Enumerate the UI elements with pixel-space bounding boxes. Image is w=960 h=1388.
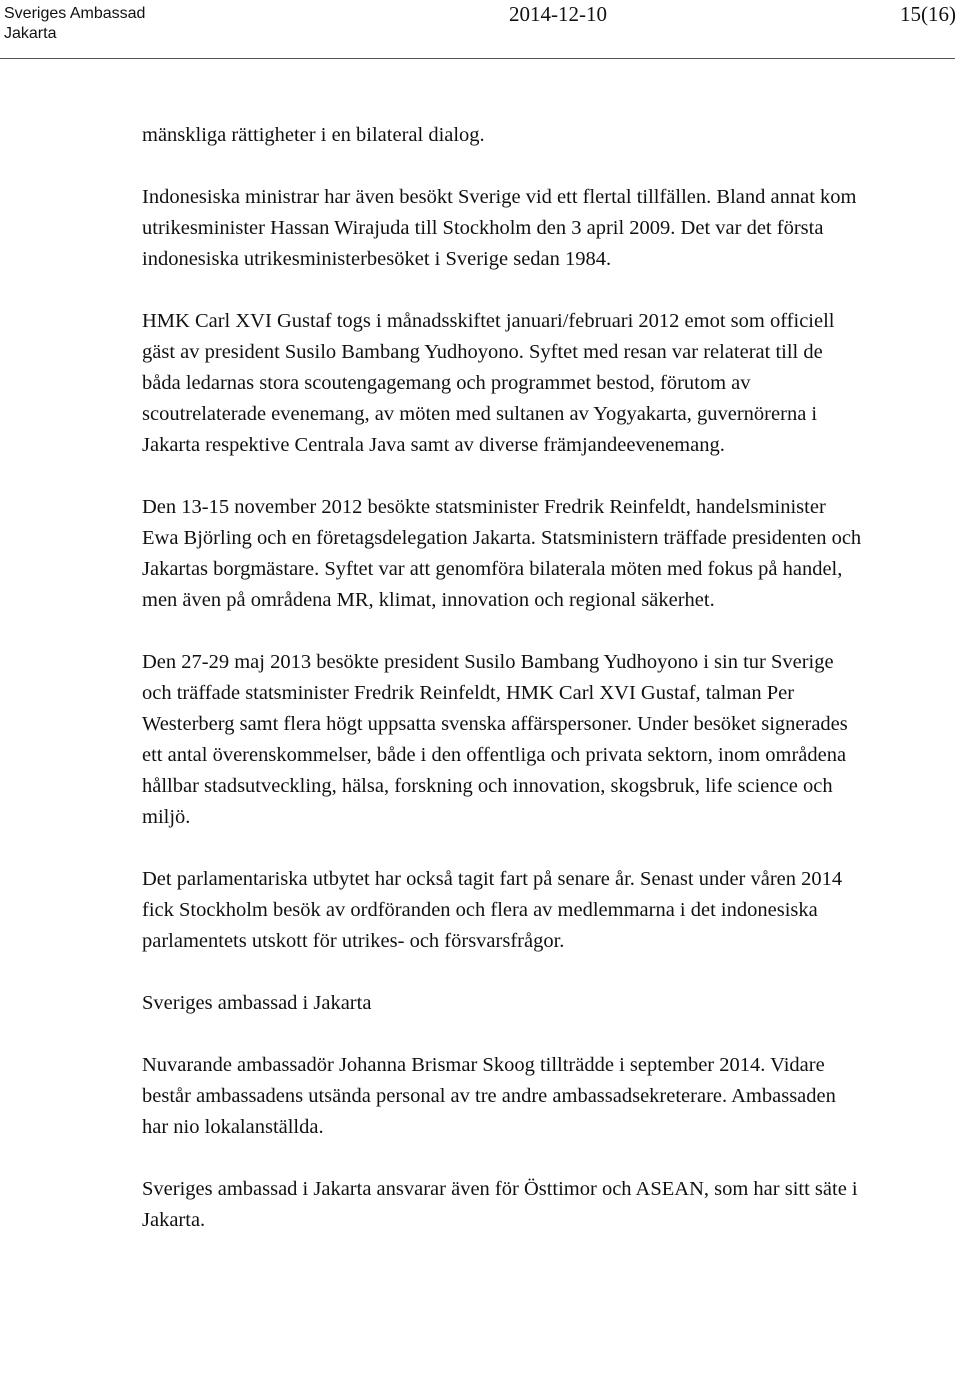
header-divider <box>0 58 955 59</box>
section-heading: Sveriges ambassad i Jakarta <box>142 992 372 1014</box>
document-date: 2014-12-10 <box>509 2 607 26</box>
paragraph: HMK Carl XVI Gustaf togs i månadsskiftet januari/februari 2012 emot som officiell gäst av president Susilo Bambang Yudhoyono. Syftet med resan var relaterat till de båda ledarnas stora scoutengagemang och programmet bestod, förutom av scoutrelaterade evenemang, av möten med sultanen av Yogyakarta, guvernörerna i Jakarta respektive Centrala Java samt av diverse främjandeevenemang. <box>142 310 835 456</box>
paragraph: mänskliga rättigheter i en bilateral dialog. <box>142 124 485 146</box>
paragraph: Den 13-15 november 2012 besökte statsminister Fredrik Reinfeldt, handelsminister Ewa Björling och en företagsdelegation Jakarta. Statsministern träffade presidenten och Jakartas borgmästare. Syftet var att genomföra bilaterala möten med fokus på handel, men även på områdena MR, klimat, innovation och regional säkerhet. <box>142 496 862 611</box>
document-body <box>142 120 862 1267</box>
paragraph: Nuvarande ambassadör Johanna Brismar Skoog tillträdde i september 2014. Vidare består ambassadens utsända personal av tre andre ambassadsekreterare. Ambassaden har nio lokalanställda. <box>142 1054 836 1138</box>
paragraph: Sveriges ambassad i Jakarta ansvarar även för Östtimor och ASEAN, som har sitt säte i Jakarta. <box>142 1178 858 1231</box>
paragraph: Den 27-29 maj 2013 besökte president Susilo Bambang Yudhoyono i sin tur Sverige och träffade statsminister Fredrik Reinfeldt, HMK Carl XVI Gustaf, talman Per Westerberg samt flera högt uppsatta svenska affärspersoner. Under besöket signerades ett antal överenskommelser, både i den offentliga och privata sektorn, inom områdena hållbar stadsutveckling, hälsa, forskning och innovation, skogsbruk, life science och miljö. <box>142 651 848 828</box>
paragraph: Det parlamentariska utbytet har också tagit fart på senare år. Senast under våren 2014 fick Stockholm besök av ordföranden och flera av medlemmarna i det indonesiska parlamentets utskott för utrikes- och försvarsfrågor. <box>142 868 843 952</box>
org-name: Sveriges Ambassad <box>4 5 146 22</box>
paragraph: Indonesiska ministrar har även besökt Sverige vid ett flertal tillfällen. Bland annat kom utrikesminister Hassan Wirajuda till Stockholm den 3 april 2009. Det var det första indonesiska utrikesministerbesöket i Sverige sedan 1984. <box>142 186 857 270</box>
page-header <box>0 0 960 62</box>
page-number: 15(16) <box>900 2 956 26</box>
sender-block <box>4 4 145 44</box>
org-location: Jakarta <box>4 25 57 42</box>
